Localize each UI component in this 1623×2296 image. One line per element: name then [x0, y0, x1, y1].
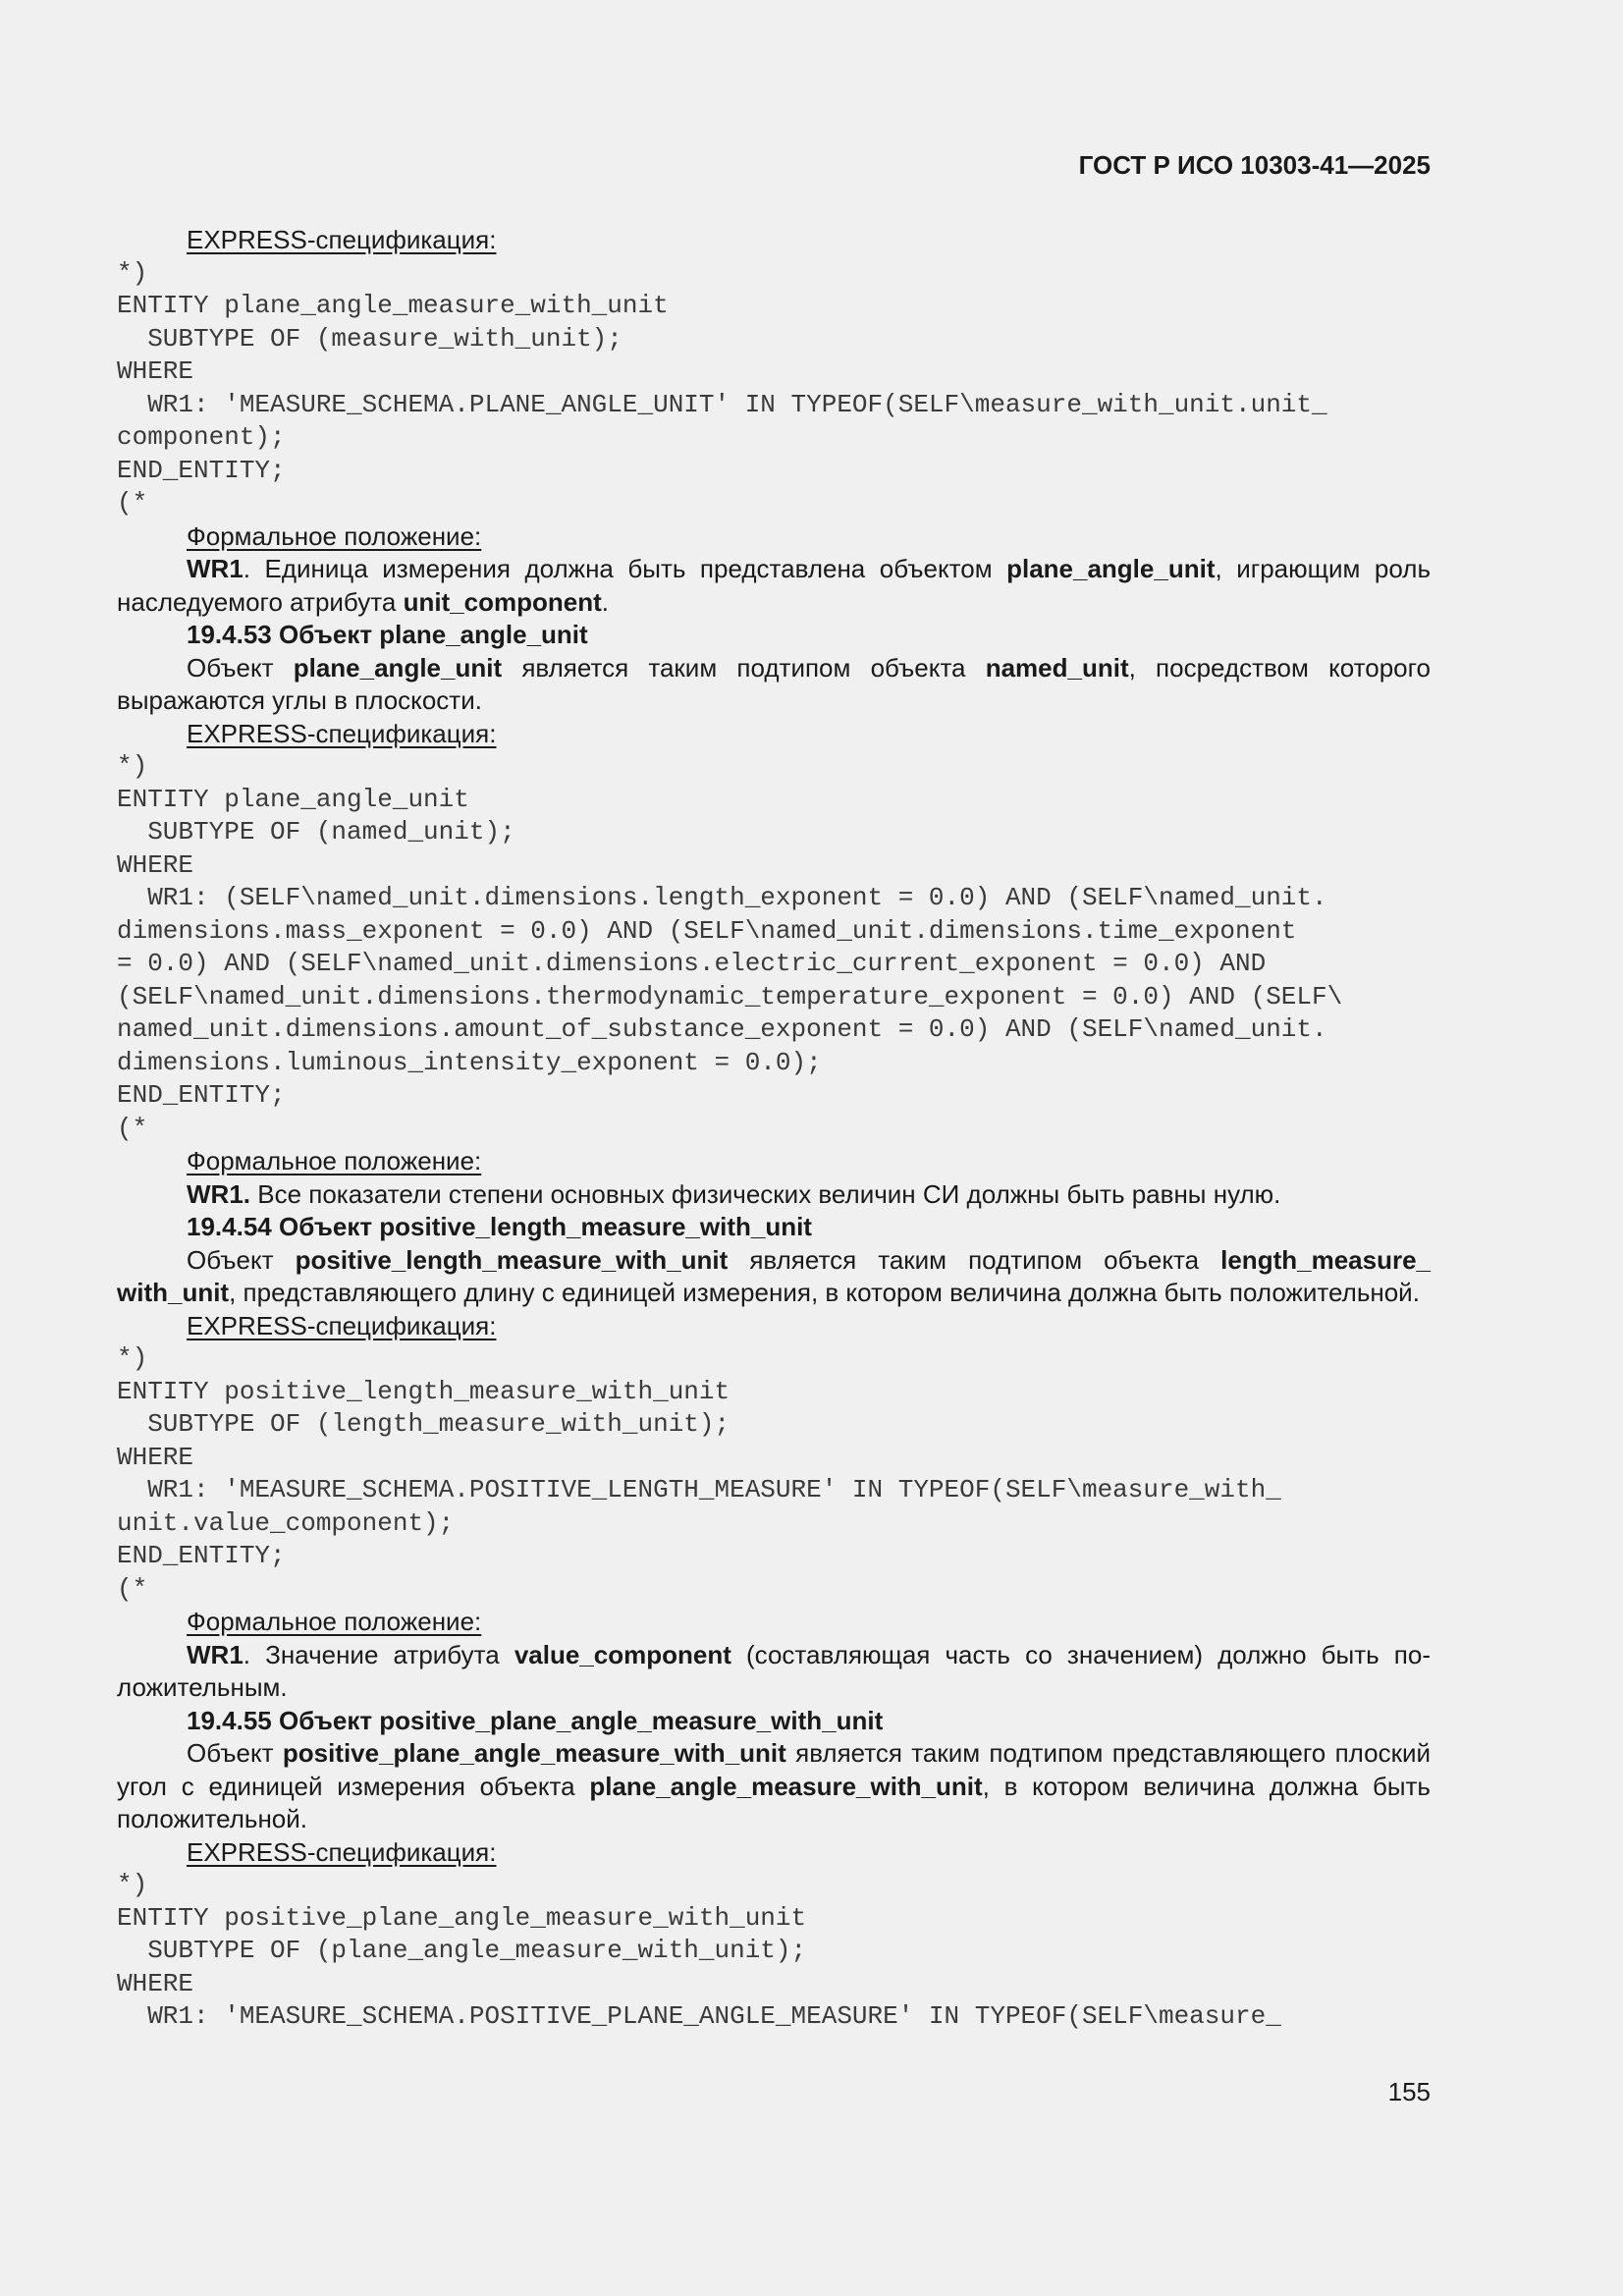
code-line: SUBTYPE OF (length_measure_with_unit); — [117, 1409, 730, 1439]
code-line: WHERE — [117, 1442, 194, 1472]
code-line: component); — [117, 422, 286, 452]
rule-label: WR1. — [187, 1178, 250, 1209]
code-line: *) — [117, 1343, 148, 1373]
code-block — [117, 750, 1431, 1145]
code-line: (* — [117, 1113, 148, 1143]
description-text: является таким подтипом представляющего плоский угол с единицей измерения объекта — [117, 1738, 1431, 1801]
entity-term: plane_angle_unit — [1006, 554, 1216, 583]
express-spec-label — [117, 1836, 1431, 1870]
description-text: является таким подтипом объекта — [502, 652, 986, 683]
code-line: WHERE — [117, 356, 194, 386]
rule-text: . Значение атрибута — [243, 1639, 514, 1669]
entity-term: positive_plane_angle_measure_with_unit — [282, 1738, 786, 1768]
code-line: *) — [117, 1870, 148, 1899]
description-text: , посредством которого выражаются углы в плоскости. — [117, 652, 1431, 715]
code-line: END_ENTITY; — [117, 455, 286, 485]
entity-term: named_unit — [985, 652, 1129, 683]
code-block — [117, 1869, 1431, 2034]
section-heading: 19.4.53 Объект plane_angle_unit — [187, 620, 588, 649]
rule-text: Все показатели степени основных физических величин СИ должны быть равны нулю. — [250, 1178, 1281, 1209]
entity-term: value_component — [514, 1639, 731, 1669]
code-block — [117, 257, 1431, 520]
express-spec-text: EXPRESS-спецификация: — [187, 718, 497, 748]
code-line: WR1: (SELF\named_unit.dimensions.length_exponent = 0.0) AND (SELF\named_unit. — [117, 883, 1327, 912]
description-text: Объект — [187, 1738, 283, 1768]
code-line: ENTITY positive_plane_angle_measure_with_unit — [117, 1902, 807, 1933]
code-line: SUBTYPE OF (measure_with_unit); — [117, 323, 622, 354]
code-line: (* — [117, 488, 148, 518]
code-line: END_ENTITY; — [117, 1080, 286, 1110]
rule-text: , играющим роль наследуемого атрибута — [117, 554, 1431, 617]
code-line: dimensions.mass_exponent = 0.0) AND (SELF\named_unit.dimensions.time_exponent — [117, 915, 1297, 946]
description-paragraph — [117, 1737, 1431, 1836]
code-line: WR1: 'MEASURE_SCHEMA.PLANE_ANGLE_UNIT' IN TYPEOF(SELF\measure_with_unit.unit_ — [117, 389, 1327, 419]
express-spec-text: EXPRESS-спецификация: — [187, 1836, 497, 1867]
description-text: Объект — [187, 652, 294, 683]
code-line: (SELF\named_unit.dimensions.thermodynamic_temperature_exponent = 0.0) AND (SELF\ — [117, 981, 1343, 1011]
code-line: WHERE — [117, 1968, 194, 1998]
code-line: *) — [117, 257, 148, 288]
express-spec-text: EXPRESS-спецификация: — [187, 1310, 497, 1340]
rule-label: WR1 — [187, 554, 243, 583]
code-line: unit.value_component); — [117, 1507, 455, 1538]
express-spec-text: EXPRESS-спецификация: — [187, 225, 497, 254]
rule-label: WR1 — [187, 1639, 243, 1669]
description-text: Объект — [187, 1244, 296, 1275]
code-line: WR1: 'MEASURE_SCHEMA.POSITIVE_PLANE_ANGLE_MEASURE' IN TYPEOF(SELF\measure_ — [117, 2001, 1281, 2031]
formal-text: Формальное положение: — [187, 520, 482, 551]
code-line: dimensions.luminous_intensity_exponent = 0.0); — [117, 1047, 822, 1077]
rule-paragraph — [117, 1639, 1431, 1705]
entity-term: plane_angle_unit — [293, 652, 503, 683]
code-line: SUBTYPE OF (plane_angle_measure_with_unit); — [117, 1936, 807, 1965]
formal-label — [117, 1606, 1431, 1639]
formal-label — [117, 520, 1431, 554]
rule-paragraph — [117, 553, 1431, 619]
description-text: , представляющего длину с единицей измерения, в котором величина должна быть положительной. — [229, 1278, 1420, 1307]
code-line: = 0.0) AND (SELF\named_unit.dimensions.electric_current_exponent = 0.0) AND — [117, 949, 1267, 978]
code-line: named_unit.dimensions.amount_of_substance_exponent = 0.0) AND (SELF\named_unit. — [117, 1014, 1327, 1044]
section-heading: 19.4.54 Объект positive_length_measure_with_unit — [187, 1212, 812, 1241]
description-paragraph — [117, 652, 1431, 718]
code-line: SUBTYPE OF (named_unit); — [117, 817, 515, 847]
section-heading: 19.4.55 Объект positive_plane_angle_measure_with_unit — [187, 1705, 884, 1735]
entity-term: plane_angle_measure_with_unit — [589, 1771, 983, 1801]
code-line: WHERE — [117, 849, 194, 880]
document-id: ГОСТ Р ИСО 10303-41—2025 — [1078, 150, 1431, 180]
code-line: (* — [117, 1573, 148, 1604]
code-block — [117, 1342, 1431, 1606]
description-text: , в котором величина должна быть положительной. — [117, 1771, 1431, 1833]
express-spec-label — [117, 1310, 1431, 1343]
express-spec-label — [117, 718, 1431, 751]
description-text: является таким подтипом объекта — [728, 1244, 1221, 1275]
formal-text: Формальное положение: — [187, 1146, 482, 1175]
express-spec-label — [117, 224, 1431, 257]
formal-label — [117, 1145, 1431, 1178]
page-content — [117, 224, 1431, 2034]
entity-term: unit_component — [403, 586, 602, 617]
description-paragraph — [117, 1244, 1431, 1310]
rule-text: . Единица измерения должна быть представлена объектом — [243, 554, 1007, 583]
code-line: *) — [117, 751, 148, 781]
code-line: ENTITY positive_length_measure_with_unit — [117, 1376, 730, 1406]
entity-term: length_measure_ with_unit — [117, 1244, 1431, 1307]
rule-text: (составляющая часть со значением) должно быть положительным. — [117, 1639, 1431, 1702]
page-number: 155 — [1387, 2077, 1431, 2106]
code-line: ENTITY plane_angle_measure_with_unit — [117, 291, 669, 320]
rule-paragraph — [117, 1178, 1431, 1212]
code-line: ENTITY plane_angle_unit — [117, 784, 469, 814]
code-line: WR1: 'MEASURE_SCHEMA.POSITIVE_LENGTH_MEASURE' IN TYPEOF(SELF\measure_with_ — [117, 1475, 1281, 1504]
code-line: END_ENTITY; — [117, 1541, 286, 1570]
formal-text: Формальное положение: — [187, 1607, 482, 1636]
entity-term: positive_length_measure_with_unit — [295, 1244, 729, 1275]
rule-text: . — [601, 586, 610, 617]
